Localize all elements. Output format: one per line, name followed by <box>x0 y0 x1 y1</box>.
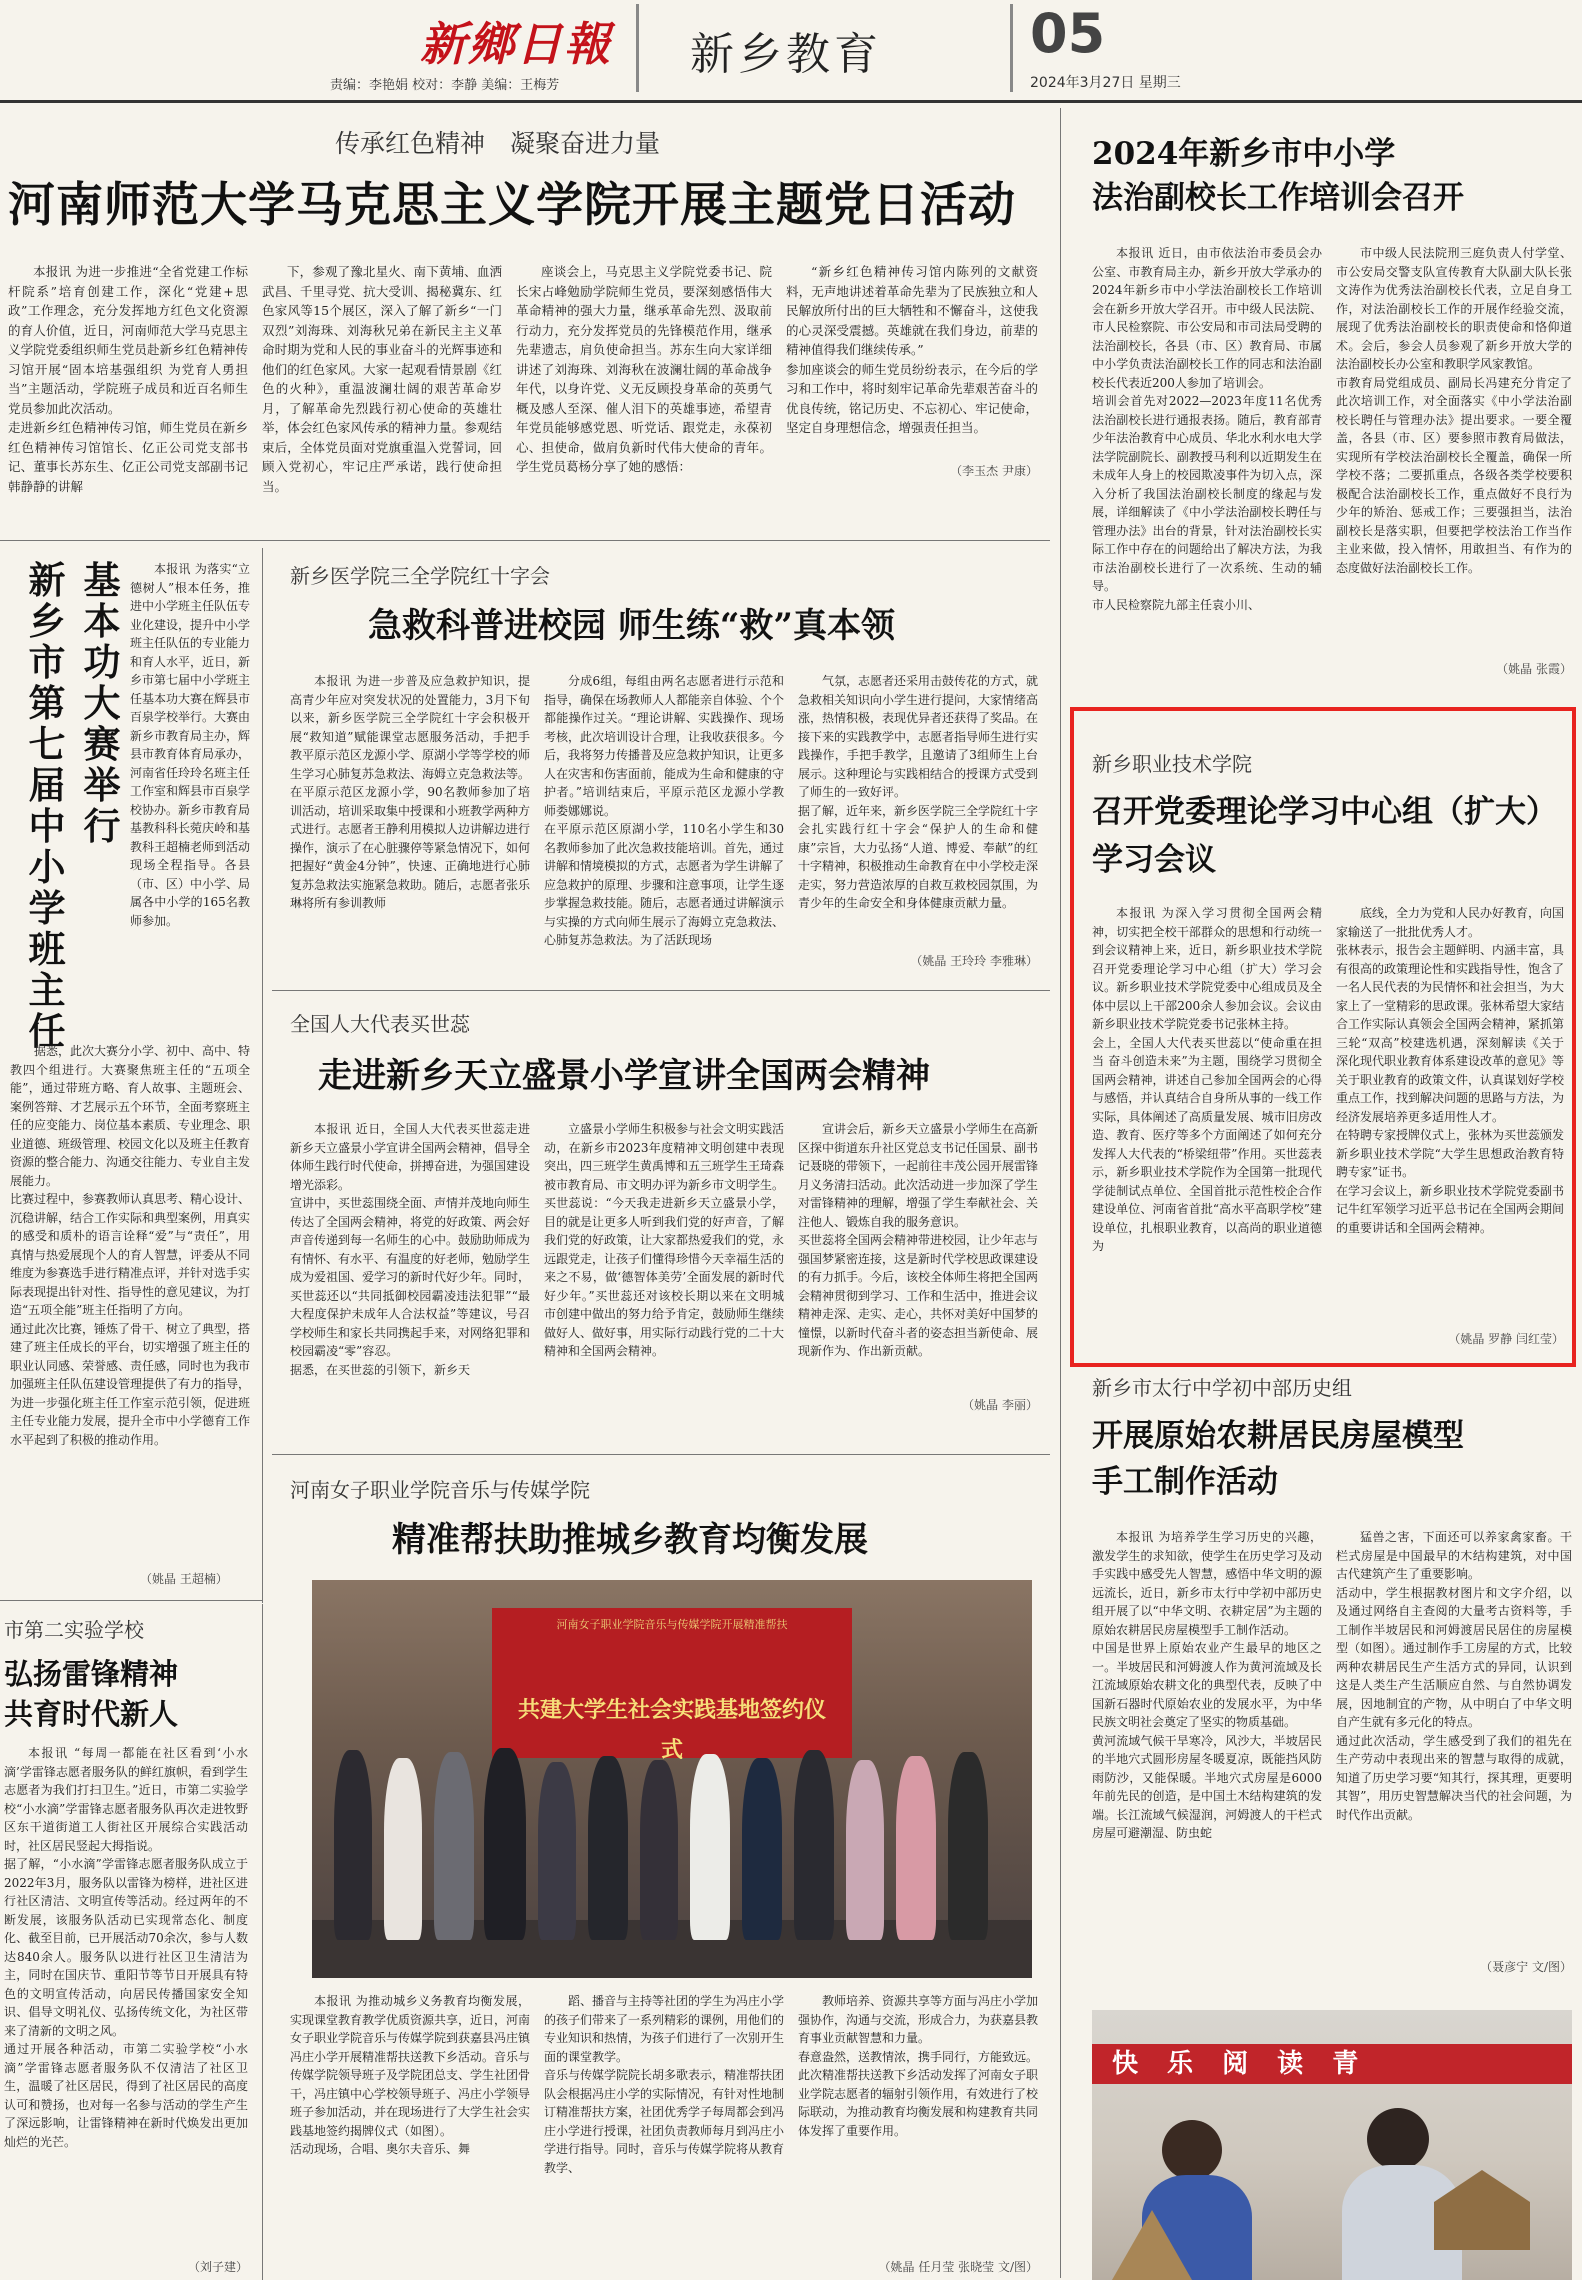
photo-person <box>588 1756 628 1940</box>
first-aid-headline: 急救科普进校园 师生练“救”真本领 <box>368 606 895 646</box>
section-divider <box>272 990 1050 991</box>
vocational-col-2: 底线，全力为党和人民办好教育，向国家输送了一批批优秀人才。 张林表示，报告会主题鲜明、内涵丰富，具有很高的政策理论性和实践指导性，饱含了一名人民代表的为民情怀和社会担当，为大家上了一堂精彩的思政课。张林希望大家结合工作实际认真领会全国两会精神，紧抓第三轮“双高”校建选机遇，深刻解读《关于深化现代职业教育体系建设改革的意见》等关于职业教育的政策文件，认真谋划好学校重点工作，找到解决问题的思路与方法，为经济发展培养更多适用性人才。 在特聘专家授牌仪式上，张林为买世蕊颁发新乡职业技术学院“大学生思想政治教育特聘专家”证书。 在学习会议上，新乡职业技术学院党委副书记牛红军领学习近平总书记在全国两会期间的重要讲话和全国两会精神。 <box>1336 906 1565 1235</box>
photo-person <box>384 1758 422 1940</box>
law-col-2: 市中级人民法院刑三庭负责人付学堂、市公安局交警支队宣传教育大队副大队长张文涛作为优秀法治副校长代表，立足自身工作，对法治副校长工作的开展作经验交流，展现了优秀法治副校长的职责使命和恪仰道术。会后，参会人员参观了新乡开放大学的法治副校长办公室和教职学风家教馆。 市教育局党组成员、副局长冯建充分肯定了此次培训工作，对全面落实《中小学法治副校长聘任与管理办法》提出要求。一要全覆盖，各县（市、区）要参照市教育局做法，实现所有学校法治副校长全覆盖，确保一所学校不落；二要抓重点，各级各类学校要积极配合法治副校长工作，重点做好不良行为少年的矫治、惩戒工作；三要强担当，法治副校长是落实职，但要把学校法治工作当作主业来做，投入情怀，用敢担当、有作为的态度做好法治副校长工作。 <box>1336 246 1572 575</box>
section-title: 新乡教育 <box>690 29 882 80</box>
leifeng-kicker: 市第二实验学校 <box>4 1618 144 1642</box>
npc-col-2: 立盛景小学师生积极参与社会文明实践活动，在新乡市2023年度精神文明创建中表现突出，四三班学生黄禹博和五三班学生王琦森被市教育局、市文明办评为新乡市文明学生。 买世蕊说：“今天我走进新乡天立盛景小学，目的就是让更多人听到我们党的好声音，了解我们党的好政策，让大家都热爱我们的党，永远跟党走，让孩子们懂得珍惜今天幸福生活的来之不易，做‘德智体美劳’全面发展的新时代好少年。”买世蕊还对该校长期以来在文明城市创建中做出的努力给予肯定，鼓励师生继续做好人、做好事，用实际行动践行党的二十大精神和全国两会精神。 <box>544 1122 785 1358</box>
vertical-title-col-a: 基 本 功 大 赛 举 行 <box>83 558 121 848</box>
leifeng-text: 本报讯 “每周一都能在社区看到‘小水滴’学雷锋志愿者服务队的鲜红旗帜，看到学生志愿者为我们打扫卫生。”近日，市第二实验学校“小水滴”学雷锋志愿者服务队再次走进牧野区东干道街道工人街社区开展综合实践活动时，社区居民竖起大拇指说。 据了解，“小水滴”学雷锋志愿者服务队成立于2022年3月，服务队以雷锋为榜样，进社区进行社区清洁、文明宣传等活动。经过两年的不断发展，该服务队活动已实现常态化、制度化、截至目前，已开展活动70余次，参与人数达840余人。服务队以进行社区卫生清洁为主，同时在国庆节、重阳节等节日开展具有特色的文明宣传活动，向居民传播国家安全知识、倡导文明礼仪、弘扬传统文化，为社区带来了清新的文明之风。 通过开展各种活动，市第二实验学校“小水滴”学雷锋志愿者服务队不仅清洁了社区卫生，温暖了社区居民，得到了社区居民的高度认可和赞扬，也对每一名参与活动的学生产生了深远影响，让雷锋精神在新时代焕发出更加灿烂的光芒。 <box>4 1746 248 2149</box>
farm-headline-2: 手工制作活动 <box>1092 1464 1278 1500</box>
photo-person <box>690 1754 730 1940</box>
photo-person <box>794 1750 834 1940</box>
music-credit: （姚晶 任月莹 张晓莹 文/图） <box>878 2260 1038 2274</box>
npc-credit: （姚晶 李丽） <box>962 1398 1038 1412</box>
top-story-credit: （李玉杰 尹康） <box>950 464 1038 478</box>
photo-person <box>434 1752 474 1940</box>
vocational-col-1: 本报讯 为深入学习贯彻全国两会精神，切实把全校干部群众的思想和行动统一到会议精神上来，近日，新乡职业技术学院召开党委理论学习中心组（扩大）学习会议。新乡职业技术学院党委中心组成员及全体中层以上干部200余人参加会议。会议由新乡职业技术学院党委书记张林主持。 会上，全国人大代表买世蕊以“使命重在担当 奋斗创造未来”为主题，围绕学习贯彻全国两会精神，讲述自己参加全国两会的心得与感悟，并认真结合自身所从事的一线工作实际，具体阐述了高质量发展、城市旧房改造、教育、医疗等多个方面阐述了如何充分发挥人大代表的“桥梁纽带”作用。买世蕊表示，新乡职业技术学院作为全国第一批现代学徒制试点单位、全国首批示范性校企合作建设单位、河南省首批“高水平高职学校”建设单位，扎根职业教育，以高尚的职业道德为 <box>1092 906 1322 1253</box>
npc-col-1: 本报讯 近日，全国人大代表买世蕊走进新乡天立盛景小学宣讲全国两会精神，倡导全体师生践行时代使命，拼搏奋进，为强国建设增光添彩。 宣讲中，买世蕊围绕全面、声情并茂地向师生传达了全国两会精神，将党的好政策、两会好声音传递到每一名师生的心中。鼓励助师成为有情怀、有水平、有温度的好老师，勉励学生成为爱祖国、爱学习的新时代好少年。同时，买世蕊还以“共同抵御校园霸凌违法犯罪”“最大程度保护未成年人合法权益”等建议，号召学校师生和家长共同携起手来，对网络犯罪和校园霸凌“零”容忍。 据悉，在买世蕊的引领下，新乡天 <box>290 1122 531 1377</box>
first-aid-col-1: 本报讯 为进一步普及应急救护知识，提高青少年应对突发状况的处置能力，3月下旬以来，新乡医学院三全学院红十字会积极开展“救知道”赋能课堂志愿服务活动，手把手教平原示范区龙源小学、原湖小学等学校的师生学习心肺复苏急救法、海姆立克急救法等。 在平原示范区龙源小学，90名教师参加了培训活动，培训采取集中授课和小班教学两种方式进行。志愿者王静利用模拟人边讲解边进行操作，演示了在心脏骤停等紧急情况下，如何把握好“黄金4分钟”，快速、正确地进行心肺复苏急救法实施紧急救助。随后，志愿者张乐琳将所有参训教师 <box>290 674 531 910</box>
vertical-story-title <box>12 560 132 1052</box>
npc-headline: 走进新乡天立盛景小学宣讲全国两会精神 <box>318 1056 930 1096</box>
vocational-headline-1: 召开党委理论学习中心组（扩大） <box>1092 794 1557 830</box>
vocational-kicker: 新乡职业技术学院 <box>1092 752 1252 776</box>
vertical-title-text <box>72 560 132 1052</box>
editor-credit: 责编：李艳娟 校对：李静 美编：王梅芳 <box>330 78 560 93</box>
photo-backdrop-caption: 河南女子职业学院音乐与传媒学院开展精准帮扶 <box>556 1618 788 1631</box>
farm-col-2: 猛兽之害，下面还可以养家禽家畜。干栏式房屋是中国最早的木结构建筑，对中国古代建筑产生了重要影响。 活动中，学生根据教材图片和文字介绍，以及通过网络自主查阅的大量考古资料等，手工制作半坡居民和河姆渡居民居住的房屋模型（如图）。通过制作手工房屋的方式，比较两种农耕居民生产生活方式的异同，认识到这是人类生产生活顺应自然、与自然协调发展，因地制宜的产物，从中明白了中华文明自产生就有多元化的特点。 通过此次活动，学生感受到了我们的祖先在生产劳动中表现出来的智慧与取得的成就，知道了历史学习要“知其行，探其理，更要明其智”，用历史智慧解决当代的社会问题，为时代作出贡献。 <box>1336 1530 1572 1822</box>
vocational-headline-2: 学习会议 <box>1092 842 1216 878</box>
first-aid-col-3: 气氛，志愿者还采用击鼓传花的方式，就急救相关知识向小学生进行提问，大家情绪高涨，热情积极，表现优异者还获得了奖品。在接下来的实践教学中，志愿者指导师生进行实践操作，手把手教学，且邀请了3组师生上台展示。这种理论与实践相结合的授课方式受到了师生的一致好评。 据了解，近年来，新乡医学院三全学院红十字会扎实践行红十字会“保护人的生命和健康”宗旨，大力弘扬“人道、博爱、奉献”的红十字精神，积极推动生命教育在中小学校走深走实，努力营造浓厚的自救互救校园氛围，为青少年的生命安全和身体健康贡献力量。 <box>798 674 1039 910</box>
farm-kicker: 新乡市太行中学初中部历史组 <box>1092 1376 1352 1400</box>
music-kicker: 河南女子职业学院音乐与传媒学院 <box>290 1478 590 1502</box>
vertical-story-credit: （姚晶 王超楠） <box>140 1572 228 1586</box>
newspaper-logo: 新鄉日報 <box>420 17 612 71</box>
photo-student-head <box>1162 2120 1222 2180</box>
vertical-story-text-top: 本报讯 为落实“立德树人”根本任务，推进中小学班主任队伍专业化建设，提升中小学班主任队伍的专业能力和育人水平，近日，新乡市第七届中小学班主任基本功大赛在辉县市百泉学校举行。大赛由新乡市教育局主办，辉县市教育体育局承办，河南省任玲玲名班主任工作室和辉县市百泉学校协办。新乡市教育局基教科科长菀庆岭和基教科王超楠老师到活动现场全程指导。各县（市、区）中小学、局属各中小学的165名教师参加。 <box>130 562 251 928</box>
column-divider <box>262 548 263 1603</box>
section-divider <box>0 540 1050 541</box>
music-col-3: 教师培养、资源共享等方面与冯庄小学加强协作，沟通与交流，形成合力，为获嘉县教育事业贡献智慧和力量。 春意盎然，送教情浓，携手同行，方能致远。此次精准帮扶送教下乡活动发挥了河南女子职业学院志愿者的辐射引领作用，有效进行了校际联动，为推动教育均衡发展和构建教育共同体发挥了重要作用。 <box>798 1994 1039 2138</box>
music-col-1: 本报讯 为推动城乡义务教育均衡发展，实现课堂教育教学优质资源共享，近日，河南女子职业学院音乐与传媒学院到获嘉县冯庄镇冯庄小学开展精准帮扶送教下乡活动。音乐与传媒学院领导班子及学院团总支、学生社团骨干，冯庄镇中心学校领导班子、冯庄小学领导班子参加活动，并在现场进行了大学生社会实践基地签约揭牌仪式（如图）。 活动现场，合唱、奥尔夫音乐、舞 <box>290 1994 531 2156</box>
photo-sign: 快 乐 阅 读 青 <box>1092 2044 1572 2084</box>
vertical-title-col-b: 新 乡 市 第 七 届 中 小 学 班 主 任 <box>28 558 66 1053</box>
farm-credit: （聂彦宁 文/图） <box>1480 1960 1572 1974</box>
first-aid-kicker: 新乡医学院三全学院红十字会 <box>290 564 550 588</box>
leifeng-credit: （刘子建） <box>187 2260 248 2274</box>
farm-photo <box>1092 2010 1572 2280</box>
first-aid-col-2: 分成6组，每组由两名志愿者进行示范和指导，确保在场教师人人都能亲自体验、个个都能操作过关。“理论讲解、实践操作、现场考核，此次培训设计合理，让我收获很多。今后，我将努力传播普及应急救护知识，让更多人在灾害和伤害面前，能成为生命和健康的守护者。”培训结束后，平原示范区龙源小学教师娄娜娜说。 在平原示范区原湖小学，110名小学生和30名教师参加了此次急救技能培训。首先，通过讲解和情境模拟的方式，志愿者为学生讲解了应急救护的原理、步骤和注意事项，让学生逐步掌握急救技能。随后，志愿者通过讲解演示与实操的方式向师生展示了海姆立克急救法、心肺复苏急救法。为了活跃现场 <box>544 674 785 947</box>
law-credit: （姚晶 张霞） <box>1496 662 1572 676</box>
top-story-col-2: 下，参观了豫北星火、南下黄埔、血洒武昌、千里寻党、抗大受训、揭秘冀东、红色家风等15个展区，深入了解了新乡“一门双烈”刘海珠、刘海秋兄弟在新民主主义革命时期为党和人民的事业奋斗的光辉事迹和他们的红色家风。大家一起观看情景剧《红色的火种》，重温波澜壮阔的艰苦革命岁月，了解革命先烈践行初心使命的英雄壮举，体会红色家风传承的精神力量。参观结束后，全体党员面对党旗重温入党誓词，回顾入党初心，牢记庄严承诺，践行使命担当。 <box>262 264 502 494</box>
page-number: 05 <box>1030 2 1106 65</box>
photo-person <box>896 1756 936 1940</box>
music-headline: 精准帮扶助推城乡教育均衡发展 <box>392 1520 868 1560</box>
photo-person <box>948 1752 988 1940</box>
photo-person <box>538 1762 576 1940</box>
npc-col-3: 宣讲会后，新乡天立盛景小学师生在高新区探中街道东升社区党总支书记任国景、副书记聂晓的带领下，一起前往丰茂公园开展雷锋月义务清扫活动。此次活动进一步加深了学生对雷锋精神的理解，增强了学生奉献社会、关注他人、锻炼自我的服务意识。 买世蕊将全国两会精神带进校园，让少年志与强国梦紧密连接，这是新时代学校思政课建设的有力抓手。今后，该校全体师生将把全国两会精神贯彻到学习、工作和生活中，推进会议精神走深、走实、走心，共怀对美好中国梦的憧憬，以新时代奋斗者的姿态担当新使命、展现新作为、作出新贡献。 <box>798 1122 1039 1358</box>
leifeng-headline-2: 共育时代新人 <box>4 1697 179 1731</box>
law-headline-1: 2024年新乡市中小学 <box>1092 136 1396 172</box>
photo-person <box>334 1750 372 1940</box>
column-divider <box>262 1604 263 2280</box>
npc-kicker: 全国人大代表买世蕊 <box>290 1012 470 1036</box>
section-divider <box>272 1454 1050 1455</box>
masthead-divider <box>1010 4 1013 92</box>
masthead-rule <box>0 100 1582 103</box>
law-headline-2: 法治副校长工作培训会召开 <box>1092 180 1464 216</box>
top-story-col-3: 座谈会上，马克思主义学院党委书记、院长宋占峰勉励学院师生党员，要深刻感悟伟大革命精神的强大力量，继承革命先烈、汲取前行动力，充分发挥党员的先锋模范作用，继承先辈遗志，肩负使命担当。苏东生向大家详细讲述了刘海珠、刘海秋在波澜壮阔的革命战争年代，以身许党、义无反顾投身革命的英勇气概及感人至深、催人泪下的英雄事迹，希望青年党员能够感党恩、听党话、跟党走，永葆初心、担使命，做肩负新时代伟大使命的青年。学生党员葛杨分享了她的感悟： <box>516 264 772 474</box>
top-story-col-1: 本报讯 为进一步推进“全省党建工作标杆院系”培育创建工作，深化“党建+思政”工作理念，充分发挥地方红色文化资源的育人价值，近日，河南师范大学马克思主义学院党委组织师生党员赴新乡红色精神传习馆开展“固本培基强组织 为党育人勇担当”主题活动，学院班子成员和近百名师生党员参加此次活动。 走进新乡红色精神传习馆，师生党员在新乡红色精神传习馆馆长、亿正公司党支部书记、董事长苏东生、亿正公司党支部副书记韩静静的讲解 <box>8 264 248 494</box>
top-story-headline: 河南师范大学马克思主义学院开展主题党日活动 <box>8 178 1016 233</box>
photo-person <box>846 1760 884 1940</box>
photo-banner-text: 共建大学生社会实践基地签约仪式 <box>517 1697 826 1763</box>
top-story-kicker: 传承红色精神 凝聚奋进力量 <box>335 129 661 158</box>
section-divider <box>0 1600 262 1601</box>
leifeng-headline-1: 弘扬雷锋精神 <box>4 1657 179 1691</box>
farm-headline-1: 开展原始农耕居民房屋模型 <box>1092 1418 1464 1454</box>
photo-student-head <box>1367 2108 1429 2170</box>
music-photo <box>312 1580 1032 1978</box>
photo-person <box>640 1760 678 1940</box>
farm-col-1: 本报讯 为培养学生学习历史的兴趣，激发学生的求知欲，使学生在历史学习及动手实践中感受先人智慧，感悟中华文明的源远流长，近日，新乡市太行中学初中部历史组开展了以“中华文明、衣耕定居”为主题的原始农耕居民房屋模型手工制作活动。 中国是世界上原始农业产生最早的地区之一。半坡居民和河姆渡人作为黄河流域及长江流域原始农耕文化的典型代表，反映了中国新石器时代原始农业的发展水平，为中华民族文明社会奠定了坚实的物质基础。 黄河流域气候干旱寒冷，风沙大，半坡居民的半地穴式圆形房屋冬暖夏凉，既能挡风防雨防沙，又能保暖。半地穴式房屋是6000年前先民的创造，是中国土木结构建筑的发端。长江流域气候湿润，河姆渡人的干栏式房屋可避潮湿、防虫蛇 <box>1092 1530 1322 1840</box>
first-aid-credit: （姚晶 王玲玲 李雅琳） <box>910 954 1038 968</box>
vocational-credit: （姚晶 罗静 闫红莹） <box>1448 1332 1564 1346</box>
column-divider <box>1060 108 1061 2278</box>
vertical-title-text-b <box>22 560 72 1052</box>
law-col-1: 本报讯 近日，由市依法治市委员会办公室、市教育局主办，新乡开放大学承办的2024年新乡市中小学法治副校长工作培训会在新乡开放大学召开。市中级人民法院、市人民检察院、市公安局和市司法局受聘的法治副校长，各县（市、区）教育局、市属中小学负责法治副校长工作的同志和法治副校长代表近200人参加了培训会。 培训会首先对2022—2023年度11名优秀法治副校长进行通报表扬。随后，教育部青少年法治教育中心成员、华北水利水电大学法学院副院长、副教授马利利以近期发生在未成年人身上的校园欺凌事件为切入点，深入分析了我国法治副校长制度的缘起与发展，详细解读了《中小学法治副校长聘任与管理办法》出台的背景，针对法治副校长实际工作中存在的问题给出了解决方法，为我市法治副校长进行了一次系统、生动的辅导。 市人民检察院九部主任袁小川、 <box>1092 246 1322 612</box>
vertical-story-text-bottom: 据悉，此次大赛分小学、初中、高中、特教四个组进行。大赛聚焦班主任的“五项全能”，通过带班方略、育人故事、主题班会、案例答辩、才艺展示五个环节，全面考察班主任的应变能力、岗位基本素质、专业理念、职业道德、班级管理、校园文化以及班主任教育资源的整合能力、沟通交往能力、专业自主发展能力。 比赛过程中，参赛教师认真思考、精心设计、沉稳讲解，结合工作实际和典型案例，用真实的感受和质朴的语言诠释“爱”与“责任”，用真情与热爱展现个人的育人智慧，评委从不同维度为参赛选手进行精准点评，并针对选手实际表现提出针对性、指导性的意见建议，为打造“五项全能”班主任指明了方向。 通过此次比赛，锤炼了骨干、树立了典型，搭建了班主任成长的平台，切实增强了班主任的职业认同感、荣誉感、责任感，同时也为我市加强班主任队伍建设管理提供了有力的指导，为进一步强化班主任工作室示范引领，促进班主任专业能力发展，提升全市中小学德育工作水平起到了积极的推动作用。 <box>10 1044 251 1447</box>
masthead-divider <box>636 4 639 92</box>
music-col-2: 蹈、播音与主持等社团的学生为冯庄小学的孩子们带来了一系列精彩的课例，用他们的专业知识和热情，为孩子们进行了一次别开生面的课堂教学。 音乐与传媒学院院长胡多歌表示，精准帮扶团队会根据冯庄小学的实际情况，有针对性地制订精准帮扶方案，社团优秀学子每周都会到冯庄小学进行授课，社团负责教师每月到冯庄小学进行指导。同时，音乐与传媒学院将从教育教学、 <box>544 1994 785 2175</box>
photo-person <box>484 1748 526 1940</box>
photo-person <box>742 1758 782 1940</box>
top-story-col-4: “新乡红色精神传习馆内陈列的文献资料，无声地讲述着革命先辈为了民族独立和人民解放所付出的巨大牺牲和不懈奋斗，这使我的心灵深受震撼。英雄就在我们身边，前辈的精神值得我们继续传承。” 参加座谈会的师生党员纷纷表示，在今后的学习和工作中，将时刻牢记革命先辈艰苦奋斗的优良传统，铭记历史、不忘初心、牢记使命，坚定自身理想信念，增强责任担当。 <box>786 264 1038 435</box>
issue-date: 2024年3月27日 星期三 <box>1030 75 1181 91</box>
